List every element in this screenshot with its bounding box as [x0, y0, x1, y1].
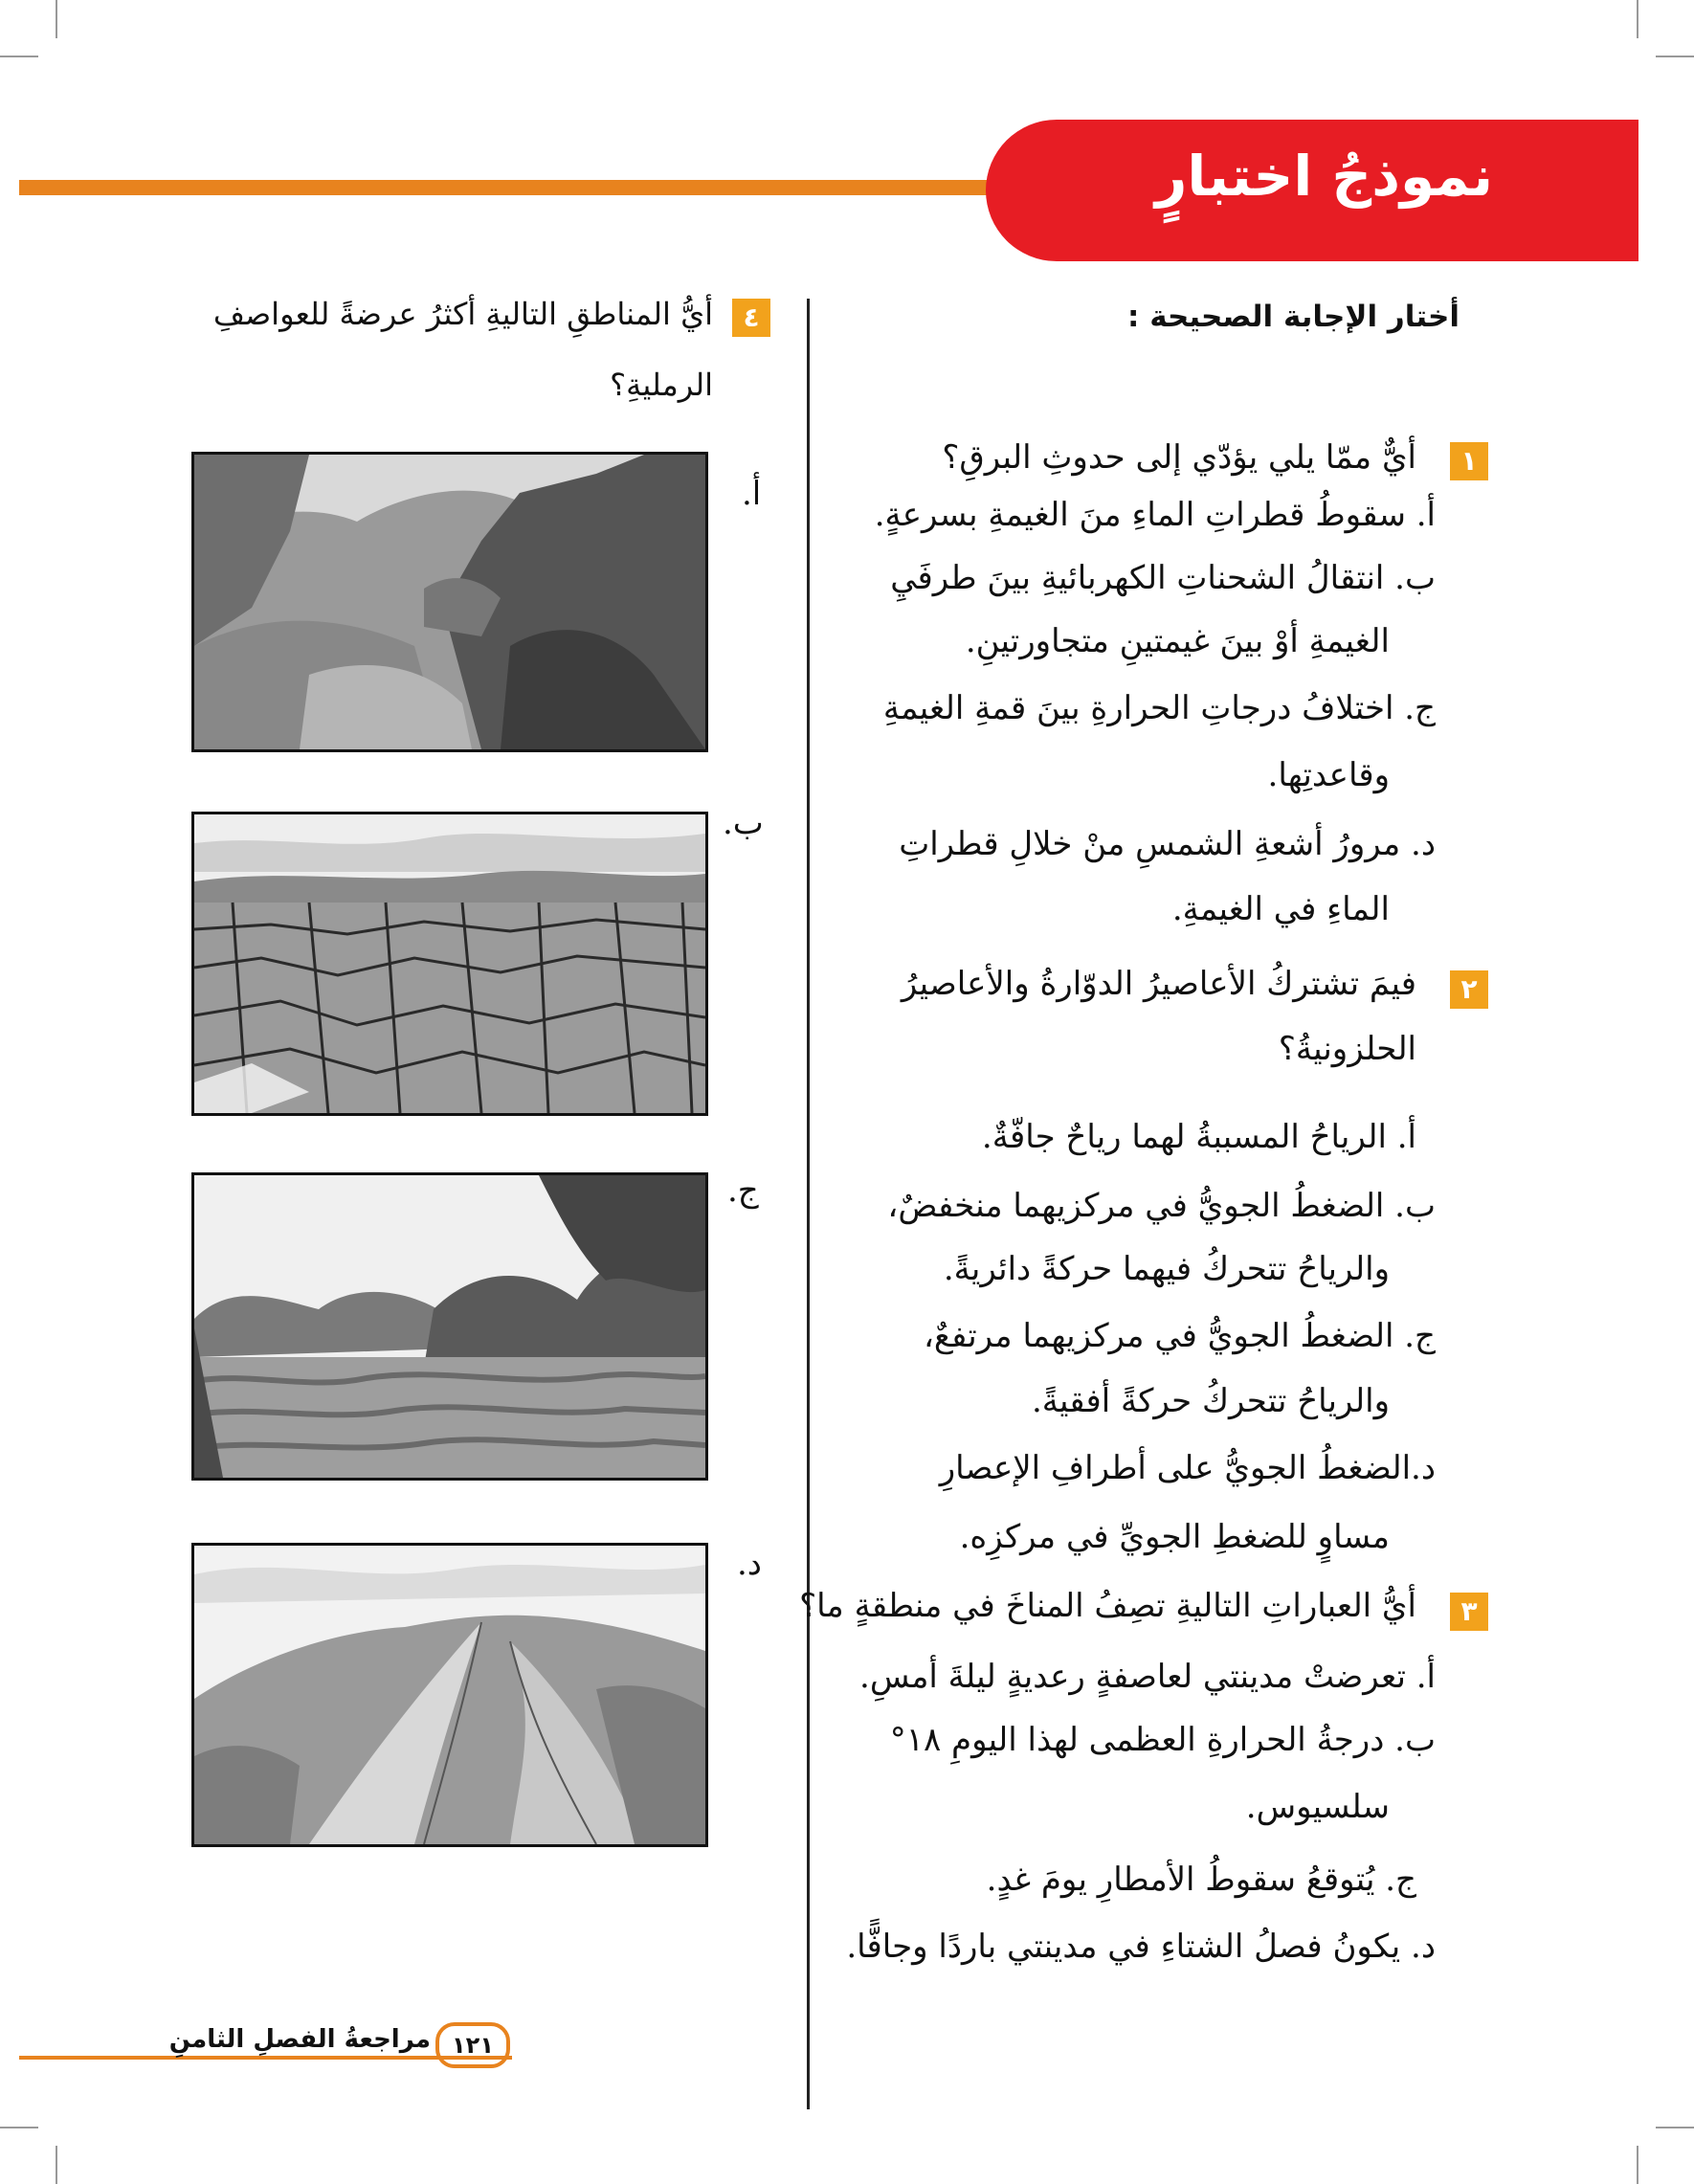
option-label: ج. — [727, 1171, 759, 1210]
option-text: د.الضغطُ الجويُّ على أطرافِ الإعصارِ — [939, 1449, 1436, 1487]
crop-mark — [1656, 56, 1694, 57]
option-label: ب. — [723, 804, 764, 842]
crop-mark — [1637, 2146, 1638, 2184]
option-text: ب. الضغطُ الجويُّ في مركزيهما منخفضٌ، — [887, 1187, 1436, 1225]
trees-grassland-image — [191, 1172, 708, 1481]
option-text: ب. انتقالُ الشحناتِ الكهربائيةِ بينَ طرفَيِ — [890, 559, 1436, 597]
option-text: ج. الضغطُ الجويُّ في مركزيهما مرتفعٌ، — [923, 1317, 1436, 1355]
page-title: نموذجُ اختبارٍ — [1155, 144, 1493, 209]
instruction: أختار الإجابة الصحيحة : — [1127, 300, 1460, 334]
option-text: الماءِ في الغيمةِ. — [1171, 890, 1390, 928]
question-number: ٣ — [1450, 1593, 1488, 1631]
option-text: وقاعدتِها. — [1267, 756, 1390, 794]
question-text: الحلزونيةُ؟ — [1278, 1030, 1416, 1068]
crop-mark — [0, 2127, 38, 2128]
option-text: أ. سقوطُ قطراتِ الماءِ منَ الغيمةِ بسرعةٍ. — [874, 496, 1436, 534]
option-text: سلسيوس. — [1245, 1788, 1390, 1826]
option-label: أ. — [742, 475, 762, 513]
option-text: د. يكونُ فصلُ الشتاءِ في مدينتي باردًا وجافًّا. — [846, 1928, 1436, 1966]
option-text: مساوٍ للضغطِ الجويِّ في مركزِه. — [959, 1518, 1390, 1556]
question-number: ١ — [1450, 442, 1488, 480]
crop-mark — [1656, 2127, 1694, 2128]
question-text: الرمليةِ؟ — [610, 367, 713, 403]
question-text: أيُّ المناطقِ التاليةِ أكثرُ عرضةً للعواصفِ — [212, 296, 713, 332]
chapter-label: مراجعةُ الفصلِ الثامنِ — [168, 2025, 431, 2054]
option-label: د. — [737, 1545, 762, 1583]
option-text: ج. يُتوقعُ سقوطُ الأمطارِ يومَ غدٍ. — [986, 1861, 1416, 1899]
column-divider — [807, 299, 810, 2109]
question-text: أيُّ العباراتِ التاليةِ تصِفُ المناخَ في منطقةٍ ما؟ — [799, 1587, 1416, 1625]
crop-mark — [0, 56, 38, 57]
option-text: د. مرورُ أشعةِ الشمسِ منْ خلالِ قطراتِ — [899, 825, 1436, 863]
question-text: فيمَ تشتركُ الأعاصيرُ الدوّارةُ والأعاصيرُ — [901, 965, 1416, 1003]
question-number: ٢ — [1450, 970, 1488, 1009]
crop-mark — [1637, 0, 1638, 38]
cracked-land-image — [191, 812, 708, 1116]
option-text: أ. تعرضتْ مدينتي لعاصفةٍ رعديةٍ ليلةَ أمسِ. — [859, 1658, 1436, 1696]
option-text: والرياحُ تتحركُ فيهما حركةً دائريةً. — [943, 1250, 1390, 1288]
forest-mountain-image — [191, 452, 708, 752]
option-text: والرياحُ تتحركُ حركةً أفقيةً. — [1031, 1382, 1390, 1420]
option-text: أ. الرياحُ المسببةُ لهما رياحٌ جافّةٌ. — [981, 1118, 1416, 1156]
question-number: ٤ — [732, 299, 770, 337]
header-bar — [19, 180, 1053, 195]
crop-mark — [56, 0, 57, 38]
option-text: الغيمةِ أوْ بينَ غيمتينِ متجاورتينِ. — [965, 622, 1390, 660]
option-text: ج. اختلافُ درجاتِ الحرارةِ بينَ قمةِ الغيمةِ — [882, 689, 1436, 727]
crop-mark — [56, 2146, 57, 2184]
page-number: ١٢١ — [435, 2022, 510, 2068]
dry-hills-image — [191, 1543, 708, 1847]
question-text: أيٌّ ممّا يلي يؤدّي إلى حدوثِ البرقِ؟ — [942, 438, 1416, 477]
option-text: ب. درجةُ الحرارةِ العظمى لهذا اليومِ ١٨° — [889, 1721, 1436, 1759]
